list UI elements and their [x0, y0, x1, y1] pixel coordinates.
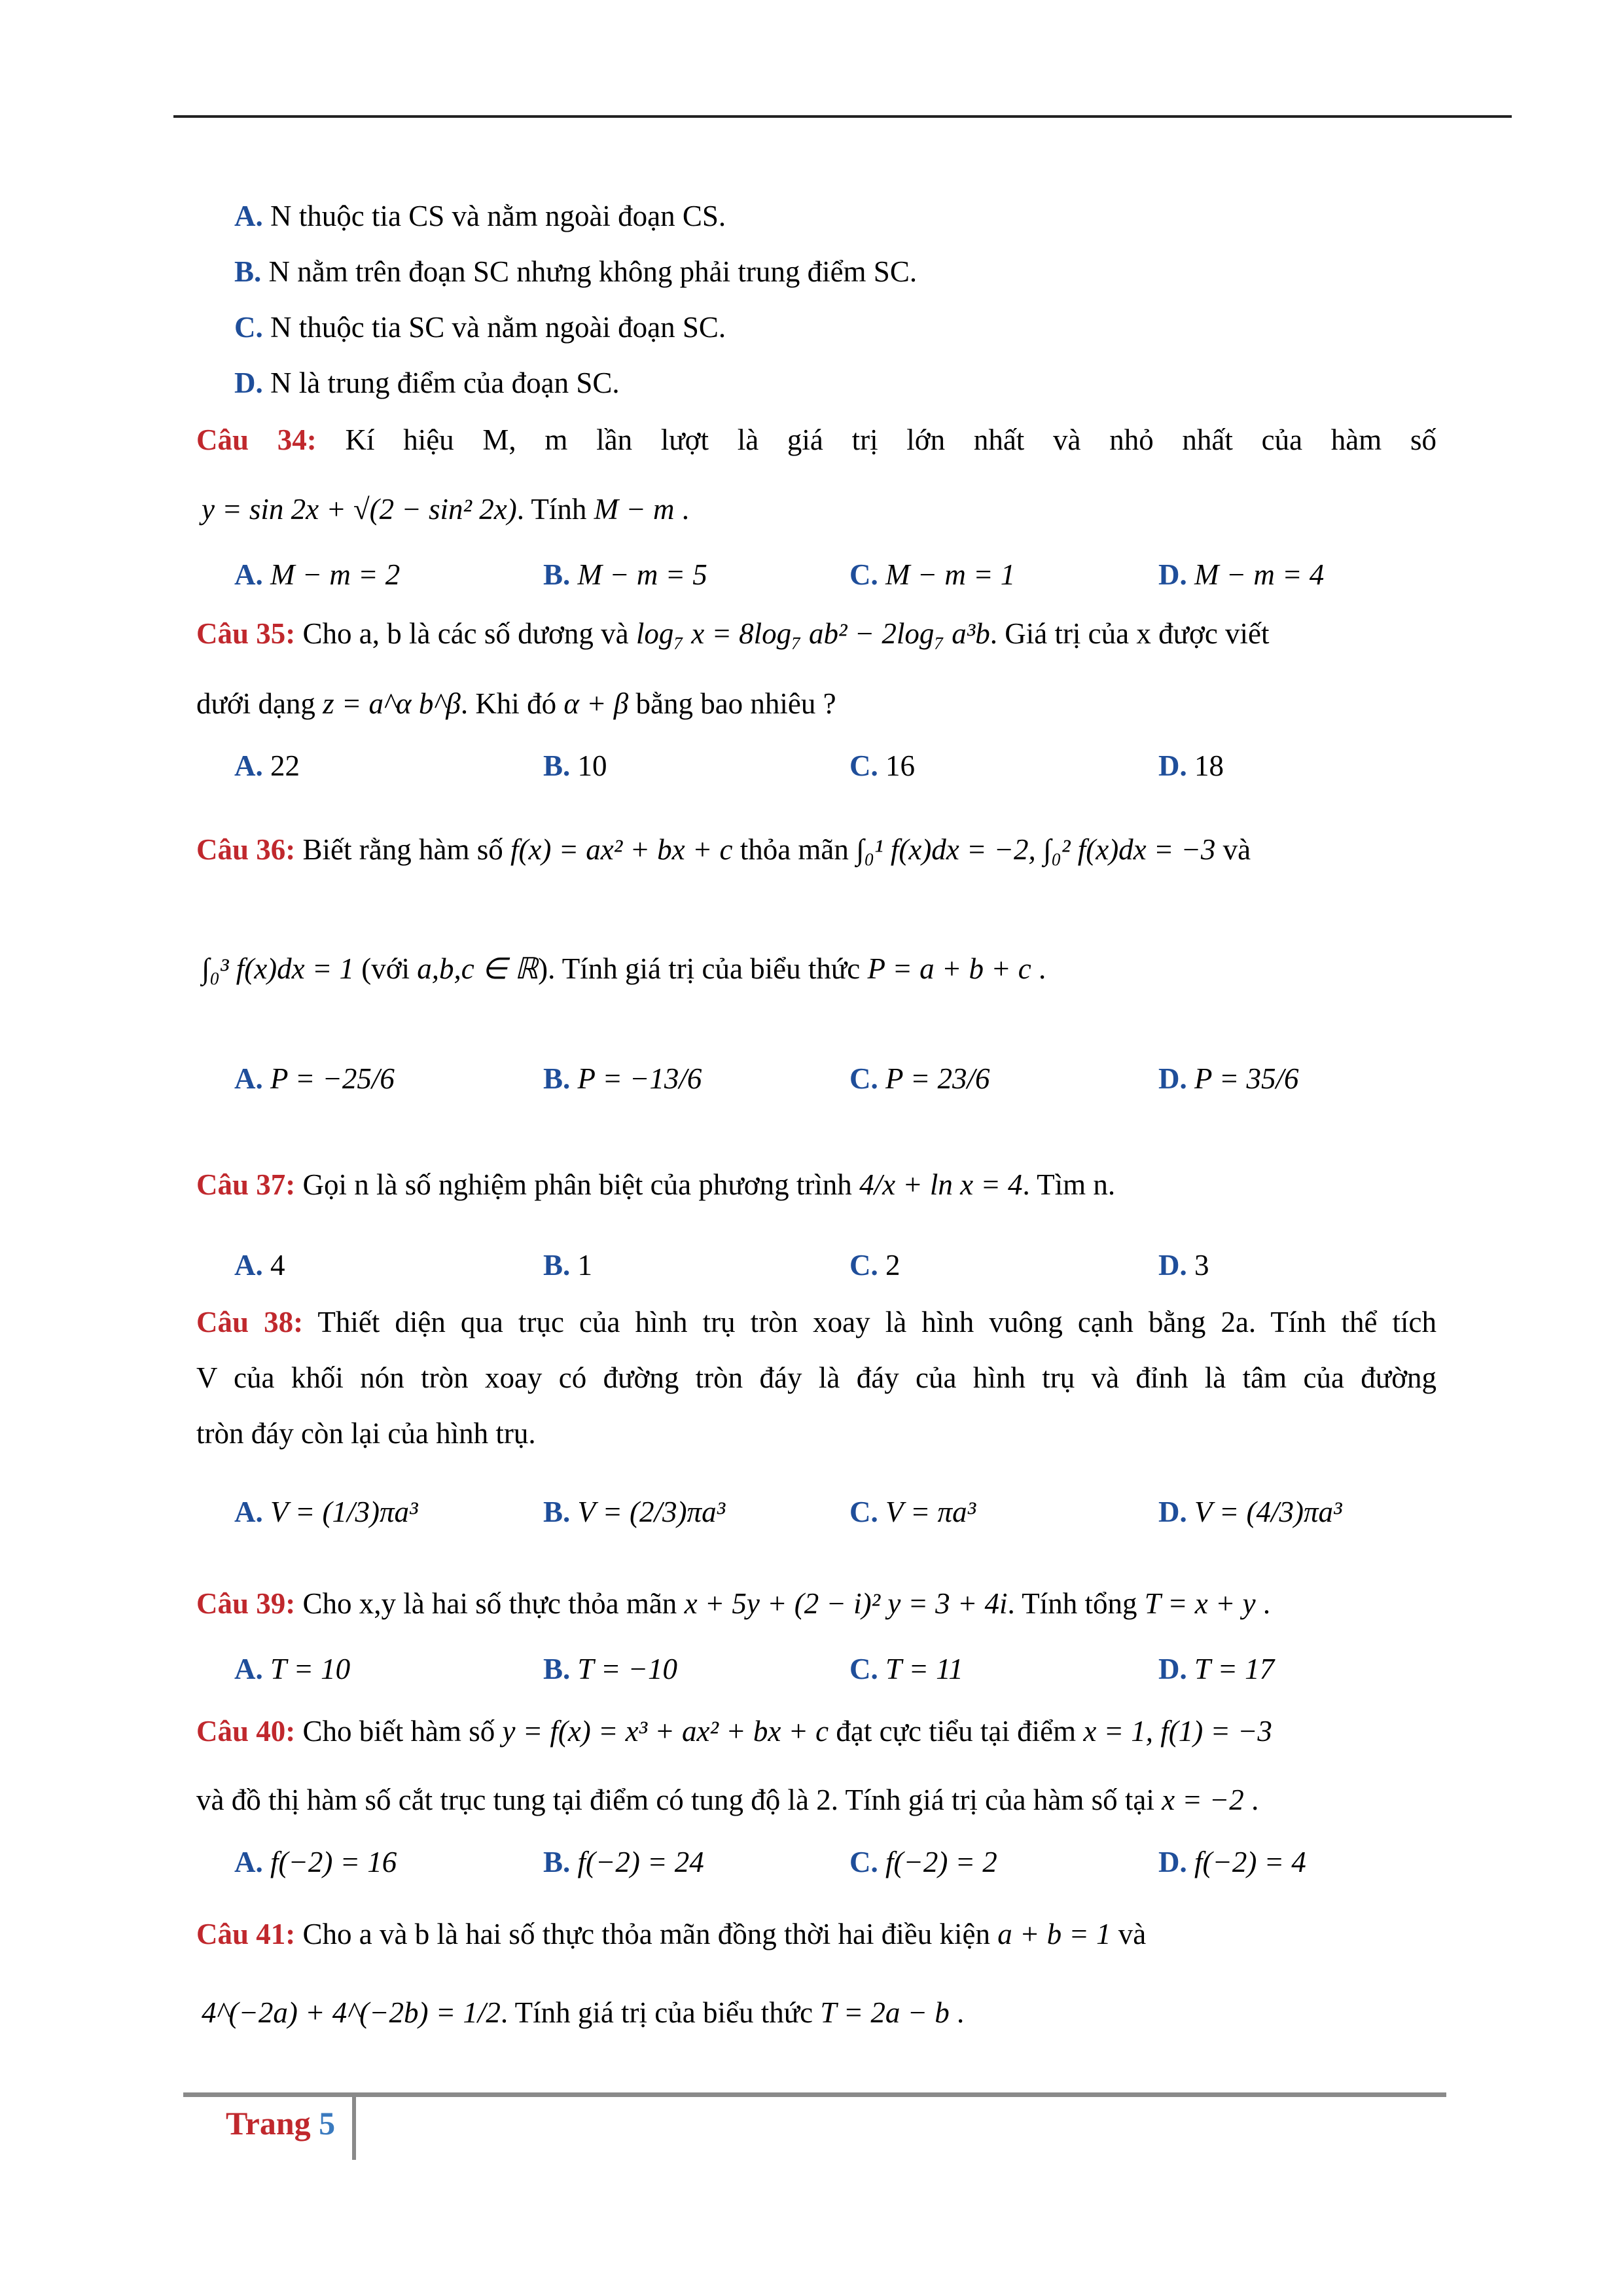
- q39-option-b: B. T = −10: [543, 1653, 677, 1685]
- q36-line1: Câu 36: Biết rằng hàm số f(x) = ax² + bx + c thỏa mãn ∫₀¹ f(x)dx = −2, ∫₀² f(x)dx = −3 và: [196, 833, 1251, 866]
- q36-line2: ∫₀³ f(x)dx = 1 (với a,b,c ∈ ℝ). Tính giá trị của biểu thức P = a + b + c .: [202, 952, 1046, 985]
- q34-option-b: B. M − m = 5: [543, 558, 707, 591]
- q36-option-b: B. P = −13/6: [543, 1062, 702, 1095]
- q38-option-c: C. V = πa³: [849, 1496, 976, 1528]
- q35-option-d: D. 18: [1158, 749, 1224, 782]
- q34-option-d: D. M − m = 4: [1158, 558, 1325, 591]
- q39-option-d: D. T = 17: [1158, 1653, 1275, 1685]
- q39-option-c: C. T = 11: [849, 1653, 963, 1685]
- q37-option-b: B. 1: [543, 1249, 593, 1282]
- q40-option-a: A. f(−2) = 16: [234, 1846, 397, 1878]
- q40-line2: và đồ thị hàm số cắt trục tung tại điểm có tung độ là 2. Tính giá trị của hàm số tại x = −2 .: [196, 1784, 1259, 1816]
- footer-divider: [352, 2094, 356, 2160]
- q39-option-a: A. T = 10: [234, 1653, 351, 1685]
- q39-line1: Câu 39: Cho x,y là hai số thực thỏa mãn x + 5y + (2 − i)² y = 3 + 4i. Tính tổng T = x + y .: [196, 1587, 1271, 1620]
- q35-option-a: A. 22: [234, 749, 300, 782]
- header-rule: [173, 115, 1512, 118]
- q38-option-d: D. V = (4/3)πa³: [1158, 1496, 1342, 1528]
- q34-option-c: C. M − m = 1: [849, 558, 1016, 591]
- q38-line3: tròn đáy còn lại của hình trụ.: [196, 1417, 536, 1450]
- q38-option-b: B. V = (2/3)πa³: [543, 1496, 726, 1528]
- q35-line2: dưới dạng z = a^α b^β. Khi đó α + β bằng bao nhiêu ?: [196, 687, 836, 720]
- prev-option-d: D. N là trung điểm của đoạn SC.: [234, 367, 620, 399]
- q40-option-b: B. f(−2) = 24: [543, 1846, 704, 1878]
- q40-option-d: D. f(−2) = 4: [1158, 1846, 1306, 1878]
- q35-line1: Câu 35: Cho a, b là các số dương và log₇ x = 8log₇ ab² − 2log₇ a³b. Giá trị của x được viết: [196, 617, 1270, 650]
- q41-line1: Câu 41: Cho a và b là hai số thực thỏa mãn đồng thời hai điều kiện a + b = 1 và: [196, 1918, 1147, 1950]
- q36-option-a: A. P = −25/6: [234, 1062, 395, 1095]
- q36-option-c: C. P = 23/6: [849, 1062, 990, 1095]
- q34-line1: Câu 34: Kí hiệu M, m lần lượt là giá trị lớn nhất và nhỏ nhất của hàm số: [196, 423, 1437, 456]
- q37-line1: Câu 37: Gọi n là số nghiệm phân biệt của phương trình 4/x + ln x = 4. Tìm n.: [196, 1168, 1116, 1201]
- q37-option-a: A. 4: [234, 1249, 285, 1282]
- q40-line1: Câu 40: Cho biết hàm số y = f(x) = x³ + ax² + bx + c đạt cực tiểu tại điểm x = 1, f(1) = −3: [196, 1715, 1272, 1748]
- q34-option-a: A. M − m = 2: [234, 558, 401, 591]
- q38-option-a: A. V = (1/3)πa³: [234, 1496, 418, 1528]
- q37-option-d: D. 3: [1158, 1249, 1209, 1282]
- q35-option-b: B. 10: [543, 749, 607, 782]
- prev-option-c: C. N thuộc tia SC và nằm ngoài đoạn SC.: [234, 311, 726, 344]
- q41-line2: 4^(−2a) + 4^(−2b) = 1/2. Tính giá trị của biểu thức T = 2a − b .: [202, 1996, 965, 2029]
- page-number: Trang 5: [226, 2105, 336, 2142]
- footer-rule: [183, 2092, 1446, 2097]
- prev-option-b: B. N nằm trên đoạn SC nhưng không phải trung điểm SC.: [234, 255, 918, 288]
- q35-option-c: C. 16: [849, 749, 915, 782]
- q36-option-d: D. P = 35/6: [1158, 1062, 1299, 1095]
- q37-option-c: C. 2: [849, 1249, 901, 1282]
- q38-line2: V của khối nón tròn xoay có đường tròn đáy là đáy của hình trụ và đỉnh là tâm của đường: [196, 1361, 1436, 1394]
- prev-option-a: A. N thuộc tia CS và nằm ngoài đoạn CS.: [234, 200, 726, 232]
- q40-option-c: C. f(−2) = 2: [849, 1846, 997, 1878]
- q38-line1: Câu 38: Thiết diện qua trục của hình trụ tròn xoay là hình vuông cạnh bằng 2a. Tính thể tích: [196, 1306, 1437, 1338]
- q34-line2: y = sin 2x + √(2 − sin² 2x). Tính M − m .: [202, 493, 690, 526]
